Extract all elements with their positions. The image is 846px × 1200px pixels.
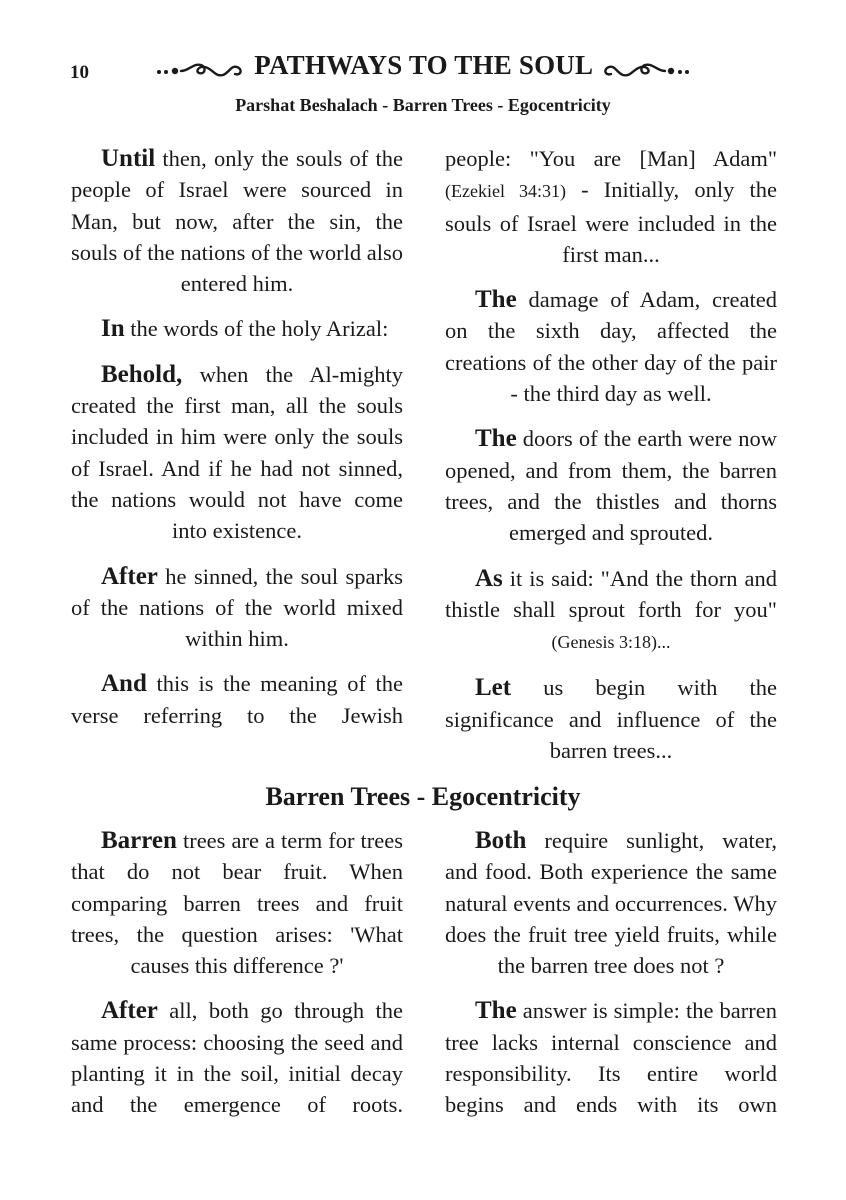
- paragraph-lead-word: The: [475, 286, 517, 314]
- paragraph-lead-word: The: [475, 425, 517, 453]
- page-number: 10: [70, 62, 89, 83]
- column-lower-left: [71, 825, 403, 1135]
- right-flourish-ornament: [599, 57, 691, 79]
- paragraph-text: damage of Adam, created on the sixth day, affected the creations of the other day of the pair - the third day as well.: [445, 287, 777, 407]
- paragraph-lead-word: Until: [101, 145, 156, 172]
- paragraph-lead-word: Behold,: [101, 360, 183, 388]
- paragraph-lead-word: After: [101, 997, 158, 1025]
- paragraph-lead-word: And: [101, 670, 147, 698]
- paragraph-text: then, only the souls of the people of Israel were sourced in Man, but now, after the sin, the souls of the nations of the world also entered him.: [71, 146, 403, 297]
- column-lower-right: [445, 825, 777, 1135]
- column-upper-left: [71, 143, 403, 745]
- paragraph-text: require sunlight, water, and food. Both experience the same natural events and occurrences. Why does the fruit tree yield fruits, while the barren tree does not ?: [445, 828, 777, 979]
- paragraph: [445, 825, 777, 981]
- paragraph-text: he sinned, the soul sparks of the nations of the world mixed within him.: [71, 563, 403, 652]
- paragraph-lead-word: In: [101, 315, 125, 343]
- paragraph-text: us begin with the significance and influence of the barren trees...: [445, 675, 777, 764]
- paragraph-text: doors of the earth were now opened, and from them, the barren trees, and the thistles and thorns emerged and sprouted.: [445, 426, 777, 546]
- paragraph: [445, 672, 777, 766]
- paragraph-lead-word: Both: [475, 827, 527, 854]
- section-heading: Barren Trees - Egocentricity: [265, 782, 581, 811]
- paragraph-text: all, both go through the same process: choosing the seed and planting it in the soil, initial decay and the emergence of roots.: [71, 998, 403, 1118]
- paragraph: [71, 825, 403, 981]
- paragraph-lead-word: As: [475, 564, 503, 592]
- paragraph: [71, 359, 403, 547]
- paragraph-text: - Initially, only the souls of Israel were included in the first man...: [445, 177, 777, 267]
- paragraph-lead-word: Let: [475, 674, 512, 702]
- paragraph-text: ...: [656, 632, 671, 653]
- paragraph: [445, 423, 777, 548]
- paragraph-text: this is the meaning of the verse referring to the Jewish: [71, 671, 403, 728]
- book-title-text: PATHWAYS TO THE SOUL: [254, 50, 592, 80]
- paragraph: [445, 284, 777, 409]
- paragraph-lead-word: After: [101, 562, 158, 590]
- paragraph: [445, 143, 777, 270]
- paragraph: [71, 313, 403, 344]
- paragraph: [71, 561, 403, 655]
- paragraph: [445, 563, 777, 659]
- scripture-reference: (Ezekiel 34:31): [445, 181, 566, 202]
- chapter-subtitle: Parshat Beshalach - Barren Trees - Egocentricity: [235, 95, 611, 115]
- scripture-reference: (Genesis 3:18): [551, 632, 657, 653]
- paragraph-lead-word: Barren: [101, 827, 177, 854]
- paragraph-text: the words of the holy Arizal:: [124, 316, 389, 342]
- column-upper-right: [445, 143, 777, 780]
- paragraph-lead-word: The: [475, 997, 517, 1025]
- paragraph: [71, 143, 403, 299]
- paragraph-text: answer is simple: the barren tree lacks internal conscience and responsibility. Its entire world begins and ends with its own: [445, 998, 777, 1118]
- left-flourish-ornament: [155, 57, 247, 79]
- paragraph-text: people: "You are [Man] Adam": [445, 146, 777, 171]
- paragraph-text: trees are a term for trees that do not bear fruit. When comparing barren trees and fruit trees, the question arises: 'What causes this difference ?': [71, 828, 403, 979]
- paragraph: [71, 995, 403, 1120]
- paragraph-text: it is said: "And the thorn and thistle shall sprout forth for you": [445, 565, 777, 622]
- book-title: [0, 50, 846, 81]
- paragraph: [445, 995, 777, 1120]
- paragraph: [71, 668, 403, 731]
- paragraph-text: when the Al-mighty created the first man, all the souls included in him were only the souls of Israel. And if he had not sinned, the nations would not have come into existence.: [71, 361, 403, 544]
